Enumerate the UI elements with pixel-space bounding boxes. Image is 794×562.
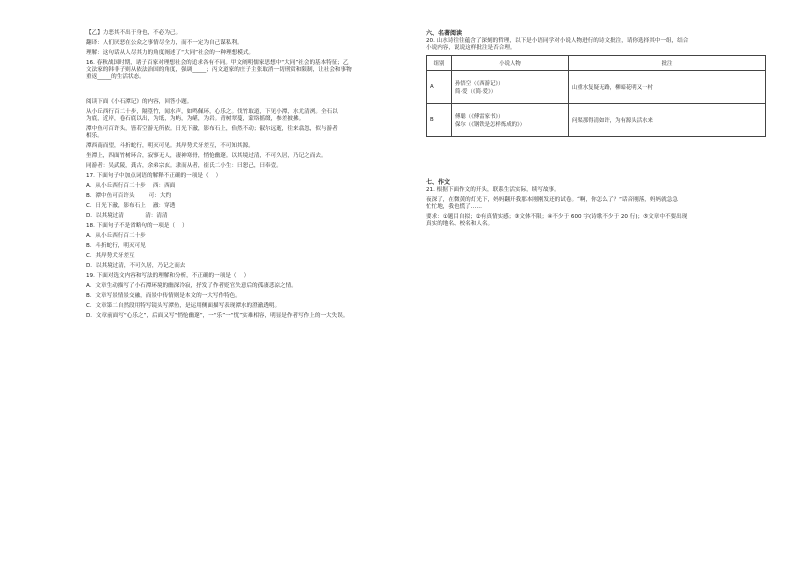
right-column xyxy=(426,30,776,228)
person: 保尔（《钢铁是怎样炼成的》） xyxy=(455,122,526,128)
passage-line: 潭中鱼可百许头，皆若空游无所依。日光下澈，影布石上，佁然不动；俶尔远逝，往来翕忽，似与游者 xyxy=(86,126,338,132)
passage-line: 潭西南而望，斗折蛇行，明灭可见。其岸势犬牙差互，不可知其源。 xyxy=(86,143,254,149)
person: 孙悟空（《西游记》） xyxy=(455,81,504,87)
cell-people xyxy=(452,104,569,137)
text-line: 【乙】力恶其不出于身也，不必为己。 xyxy=(86,30,182,36)
person: 简·爱（《简·爱》） xyxy=(455,89,497,95)
question-20-line: 20. 山水诗往往蕴含了深刻的哲理，以下是小语同学对小说人物进行的诗文批注，请你选择其中一组，结合 xyxy=(426,38,689,44)
question-16-line: 16. 春秋战国时期，诸子百家对理想社会的追求各有不同。甲文阐明儒家思想中“大同”社会的基本特征；乙 xyxy=(86,60,349,66)
question-17 xyxy=(86,173,416,220)
option-d: D．以其境过清，不可久居，乃记之而去 xyxy=(86,263,186,269)
option-d: D．文章前面写“心乐之”，后面又写“悄怆幽邃”，一“乐”一“忧”实难相容，明显是作者写作上的一大失误。 xyxy=(86,313,349,319)
cell-group: B xyxy=(427,104,452,137)
question-19 xyxy=(86,273,416,320)
annotation-table xyxy=(426,55,766,137)
option-c: C．其岸势犬牙差互 xyxy=(86,253,135,259)
passage-line: 为底，近岸，卷石底以出，为坻，为屿，为嵁，为岩。青树翠蔓，蒙络摇缀，参差披拂。 xyxy=(86,116,305,122)
person: 傅聪（《傅雷家书》） xyxy=(455,114,504,120)
left-column xyxy=(86,30,416,320)
question-18 xyxy=(86,223,416,270)
passage xyxy=(86,109,416,170)
passage-line: 同游者：吴武陵，龚古，余弟宗玄。隶而从者，崔氏二小生：曰恕己，曰奉壹。 xyxy=(86,163,282,169)
question-stem: 18. 下面句子不是省略句的一项是（ ） xyxy=(86,223,188,229)
section-7-heading: 七、作文 xyxy=(426,179,451,186)
option-a: A．从小丘西行百二十步 xyxy=(86,233,146,239)
question-20-line: 小说内容，说说这样批注是否合理。 xyxy=(426,45,516,51)
header-group: 组别 xyxy=(427,56,452,71)
option-d: D．以其境过清 清：清清 xyxy=(86,213,168,219)
header-people: 小说人物 xyxy=(452,56,569,71)
option-a: A．文章生动描写了小石潭环境的幽深冷寂，抒发了作者贬官失意后的孤凄悲凉之情。 xyxy=(86,283,297,289)
essay-requirement-line: 真实的地名、校名和人名。 xyxy=(426,221,494,227)
option-c: C．文章第二自然段用特写镜头写潭鱼，是运用侧面描写表现潭水的澄澈透明。 xyxy=(86,303,281,309)
essay-requirement-line: 要求：①题目自拟；②有真情实感；③文体不限；④不少于 600 字(诗歌不少于 20 行)；⑤文章中不要出现 xyxy=(426,214,688,220)
option-c: C．日光下澈，影布石上 澈：穿透 xyxy=(86,203,176,209)
text-line: 理解：这句话从人尽其力的角度阐述了“大同”社会的一种理想模式。 xyxy=(86,50,255,56)
passage-line: 相乐。 xyxy=(86,133,103,139)
cell-note: 山重水复疑无路，柳暗花明又一村 xyxy=(569,71,766,104)
cell-note: 问渠那得清如许，为有源头活水来 xyxy=(569,104,766,137)
passage-intro: 阅读下面《小石潭记》的内容，回答小题。 xyxy=(86,99,193,105)
table-row xyxy=(427,71,766,104)
header-note: 批注 xyxy=(569,56,766,71)
passage-line: 从小丘西行百二十步，隔篁竹，闻水声，如鸣佩环，心乐之。伐竹取道，下见小潭，水尤清冽。全石以 xyxy=(86,109,338,115)
option-b: B．斗折蛇行，明灭可见 xyxy=(86,243,146,249)
essay-start-line: 忙忙地，我也慌了…… xyxy=(426,204,482,210)
question-stem: 17. 下面句子中加点词语的解释不正确的一项是（ ） xyxy=(86,173,222,179)
essay-start-line: 夜深了，在微黄的灯光下，妈妈翻开我那本刚刚发还的试卷。“啊，你怎么了？”话音刚落，妈妈就急急 xyxy=(426,197,678,203)
option-b: B．潭中鱼可百许头 可：大约 xyxy=(86,193,172,199)
question-16-line: 文法家的韩非子则从依法治国的角度，强调_____；丙文道家的庄子主张取消一切刑赏和限制，让社会和事物 xyxy=(86,67,352,73)
table-header-row xyxy=(427,56,766,71)
cell-people xyxy=(452,71,569,104)
question-21: 21. 根据下面作文的开头，联系生活实际，续写故事。 xyxy=(426,187,560,193)
table-row xyxy=(427,104,766,137)
text-line: 翻译：人们厌恶在公众之事情尽全力，而不一定为自己谋私利。 xyxy=(86,40,243,46)
cell-group: A xyxy=(427,71,452,104)
option-a: A．从小丘西行百二十步 西：西面 xyxy=(86,183,176,189)
passage-line: 坐潭上，四面竹树环合，寂寥无人，凄神寒骨，悄怆幽邃。以其境过清，不可久居，乃记之而去。 xyxy=(86,153,327,159)
section-6-heading: 六、名著阅读 xyxy=(426,30,463,37)
question-stem: 19. 下面对选文内容和写法的理解和分析，不正确的一项是（ ） xyxy=(86,273,250,279)
question-16-line: 重返_____的生活状态。 xyxy=(86,74,145,80)
option-b: B．文章写景情景交融，而景中传情则是本文的一大写作特色。 xyxy=(86,293,241,299)
